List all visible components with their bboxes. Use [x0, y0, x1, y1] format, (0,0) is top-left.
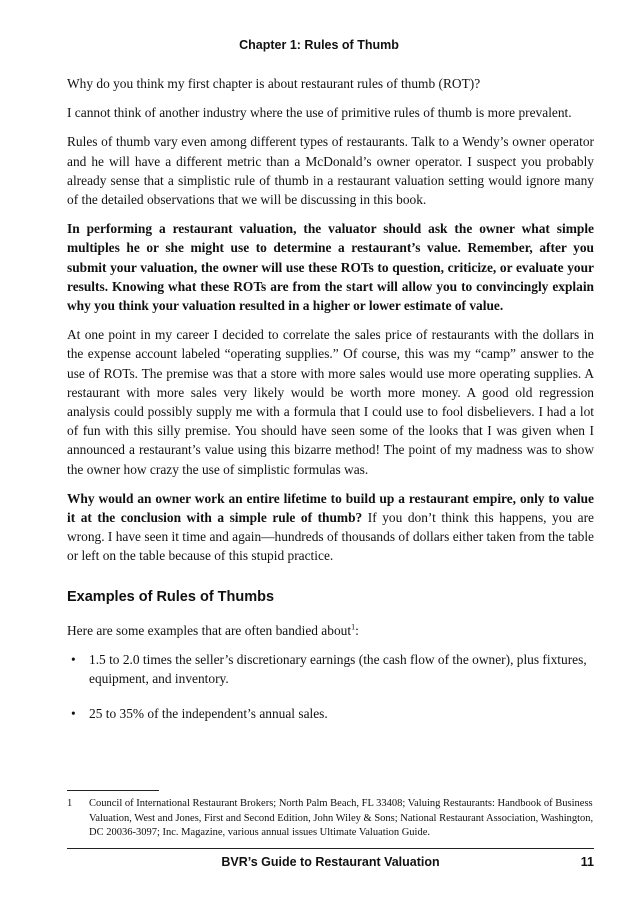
page-number: 11 [580, 855, 594, 869]
paragraph-3: Rules of thumb vary even among different types of restaurants. Talk to a Wendy’s owner operator and he will have a different metric than a McDonald’s owner operator. I suspect you probably already sense that a simplistic rule of thumb in a restaurant valuation setting would ignore many of the detailed observations that we will be discussing in this book. [67, 134, 594, 208]
section-intro-text: Here are some examples that are often bandied about [67, 622, 352, 638]
bold-question: Why would an owner work an entire lifetime to build up a restaurant empire, only to value it at the conclusion with a simple rule of thumb? [67, 490, 594, 526]
paragraph-1: Why do you think my first chapter is about restaurant rules of thumb (ROT)? [67, 76, 481, 91]
body-text [67, 74, 594, 740]
footnote-number: 1 [67, 798, 73, 809]
list-item-text: 25 to 35% of the independent’s annual sales. [89, 706, 328, 722]
footnote [67, 797, 594, 841]
paragraph-5: At one point in my career I decided to correlate the sales price of restaurants with the dollars in the expense account labeled “operating supplies.” Of course, this was my “camp” answer to the use of ROTs. The premise was that a store with more sales would use more operating supplies. A restaurant with more sales very likely would be worth more money. A good old regression analysis could possibly supply me with a formula that I could use to fool disbelievers. I had a lot of fun with this silly premise. You should have seen some of the looks that I was given when I announced a restaurant’s value using this bizarre method! The point of my madness was to show the owner how crazy the use of simplistic formulas was. [67, 327, 594, 477]
paragraph-4-bold [67, 219, 594, 315]
section-heading: Examples of Rules of Thumbs [67, 588, 275, 605]
running-header: Chapter 1: Rules of Thumb [239, 38, 399, 52]
bullet-icon: • [71, 706, 76, 722]
list-item-text: 1.5 to 2.0 times the seller’s discretionary earnings (the cash flow of the owner), plus fixtures, equipment, and inventory. [89, 652, 587, 687]
paragraph-6-rest: If you don’t think this happens, you are wrong. I have seen it time and again—hundreds of thousands of dollars either taken from the table or left on the table because of this stupid practice. [67, 510, 594, 564]
bullet-list [67, 650, 594, 724]
paragraph-2: I cannot think of another industry where the use of primitive rules of thumb is more prevalent. [67, 105, 572, 121]
book-title: BVR’s Guide to Restaurant Valuation [221, 855, 440, 869]
section-intro [67, 621, 594, 640]
section-intro-colon: : [355, 622, 359, 638]
bullet-icon: • [71, 652, 76, 668]
footnote-text: Council of International Restaurant Brokers; North Palm Beach, FL 33408; Valuing Restaurants: Handbook of Business Valuation, West and Jones, First and Second Edition, John Wiley & Sons; National Restaurant Association, Washington, DC 20036-3097; Inc. Magazine, various annual issues Ultimate Valuation Guide. [89, 798, 594, 838]
bold-advice: In performing a restaurant valuation, the valuator should ask the owner what simple multiples he or she might use to determine a restaurant’s value. Remember, after you submit your valuation, the owner will use these ROTs to question, criticize, or evaluate your results. Knowing what these ROTs are from the start will allow you to convincingly explain why you think your valuation resulted in a higher or lower estimate of value. [67, 221, 594, 314]
list-item [67, 650, 594, 688]
paragraph-6 [67, 489, 594, 566]
list-item [67, 704, 594, 723]
footnote-reference[interactable]: 1 [351, 622, 356, 632]
footnote-divider [67, 790, 159, 791]
footer-divider [67, 848, 594, 849]
